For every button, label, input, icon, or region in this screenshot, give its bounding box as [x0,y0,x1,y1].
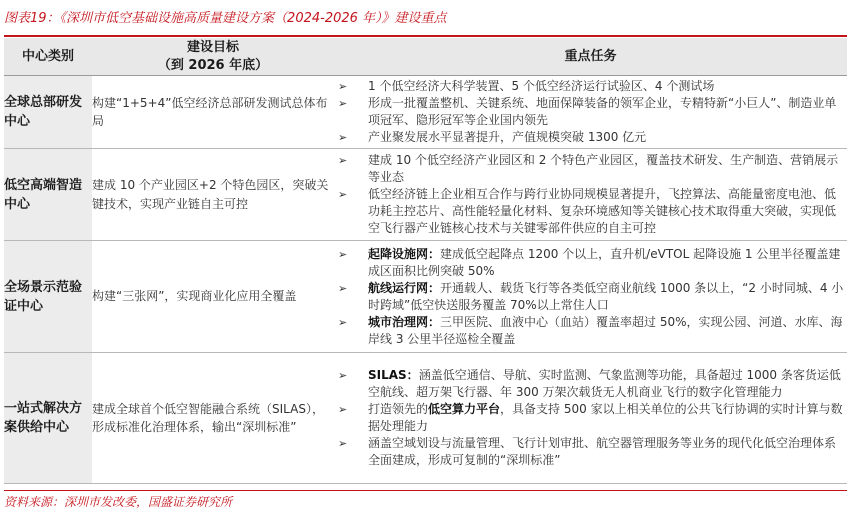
task-text: 三甲医院、血液中心（血站）覆盖率超过 50%，实现公园、河道、水库、海岸线 3 公里半径巡检全覆盖 [368,314,843,346]
task-text: 建成低空起降点 1200 个以上，直升机/eVTOL 起降设施 1 公里半径覆盖建成区面积比例突破 50% [368,246,841,278]
row-tasks [334,353,847,484]
table-row [4,353,847,484]
caption-divider [4,35,847,37]
header-goal-line1: 建设目标 [186,39,239,55]
row-category: 低空高端智造中心 [4,149,92,241]
bullet-arrow-icon: ➢ [338,315,348,329]
task-item [334,435,847,469]
bullet-arrow-icon: ➢ [338,188,348,201]
task-text: 涵盖低空通信、导航、实时监测、气象监测等功能，具备超过 1000 条客货运低空航线、超万架飞行器、年 300 万架次载货无人机商业飞行的数字化管理能力 [368,368,841,399]
bullet-arrow-icon: ➢ [338,437,348,450]
task-bold-label: 低空算力平台 [428,402,501,416]
bullet-arrow-icon: ➢ [338,369,348,382]
row-tasks [334,241,847,353]
task-text: 打造领先的 [368,402,429,416]
header-goal [92,38,334,76]
row-tasks [334,149,847,241]
row-tasks [334,76,847,149]
bullet-arrow-icon: ➢ [338,131,348,144]
row-goal: 构建“三张网”，实现商业化应用全覆盖 [92,241,334,353]
task-text: 1 个低空经济大科学装置、5 个低空经济运行试验区、4 个测试场 [368,79,715,93]
task-text: 形成一批覆盖整机、关键系统、地面保障装备的领军企业，专精特新“小巨人”、制造业单项冠军、隐形冠军等企业国内领先 [368,96,837,127]
table-row [4,76,847,149]
task-item [334,152,847,186]
task-text: 产业聚发展水平显著提升，产值规模突破 1300 亿元 [368,130,647,144]
source-note: 资料来源：深圳市发改委，国盛证券研究所 [4,495,233,509]
bullet-arrow-icon: ➢ [338,80,348,93]
task-item [334,367,847,401]
task-text: 建成 10 个低空经济产业园区和 2 个特色产业园区，覆盖技术研发、生产制造、营销展示等业态 [368,153,839,184]
task-item [334,246,847,280]
row-goal: 建成 10 个产业园区+2 个特色园区，突破关键技术，实现产业链自主可控 [92,149,334,241]
footer-divider [4,490,847,491]
header-category: 中心类别 [4,38,92,76]
task-text: 低空经济链上企业相互合作与跨行业协同规模显著提升，飞控算法、高能量密度电池、低功耗主控芯片、高性能轻量化材料、复杂环境感知等关键核心技术取得重大突破，实现低空飞行器产业链核心技术与关键零部件供应的自主可控 [368,187,837,235]
task-item [334,129,847,146]
task-item [334,314,847,348]
task-text: 开通载人、载货飞行等各类低空商业航线 1000 条以上，“2 小时同城、4 小时跨域”低空快送服务覆盖 70%以上常住人口 [368,280,844,312]
header-goal-line2: （到 2026 年底） [157,57,269,73]
bullet-arrow-icon: ➢ [338,154,348,167]
table-caption: 图表19：《深圳市低空基础设施高质量建设方案（2024-2026 年）》建设重点 [4,11,447,26]
table-header-row [4,38,847,76]
task-text: ，具备支持 500 家以上相关单位的公共飞行协调的实时计算与数据处理能力 [368,402,843,433]
bullet-arrow-icon: ➢ [338,97,348,110]
table-row [4,149,847,241]
task-item [334,78,847,95]
task-item [334,401,847,435]
task-text: 涵盖空域划设与流量管理、飞行计划审批、航空器管理服务等业务的现代化低空治理体系全面建成，形成可复制的“深圳标准” [368,436,837,467]
table-row [4,241,847,353]
task-bold-label: 起降设施网： [368,246,441,261]
header-tasks: 重点任务 [334,38,847,76]
bullet-arrow-icon: ➢ [338,403,348,416]
task-bold-label: SILAS： [368,368,419,382]
row-goal: 建成全球首个低空智能融合系统（SILAS），形成标准化治理体系，输出“深圳标准” [92,353,334,484]
task-item [334,95,847,129]
row-category: 一站式解决方案供给中心 [4,353,92,484]
bullet-arrow-icon: ➢ [338,247,348,261]
task-item [334,186,847,237]
row-category: 全场景示范验证中心 [4,241,92,353]
task-item [334,280,847,314]
task-bold-label: 城市治理网： [368,314,441,329]
row-category: 全球总部研发中心 [4,76,92,149]
construction-priorities-table [4,38,847,484]
task-bold-label: 航线运行网： [368,280,441,295]
bullet-arrow-icon: ➢ [338,281,348,295]
row-goal: 构建“1+5+4”低空经济总部研发测试总体布局 [92,76,334,149]
